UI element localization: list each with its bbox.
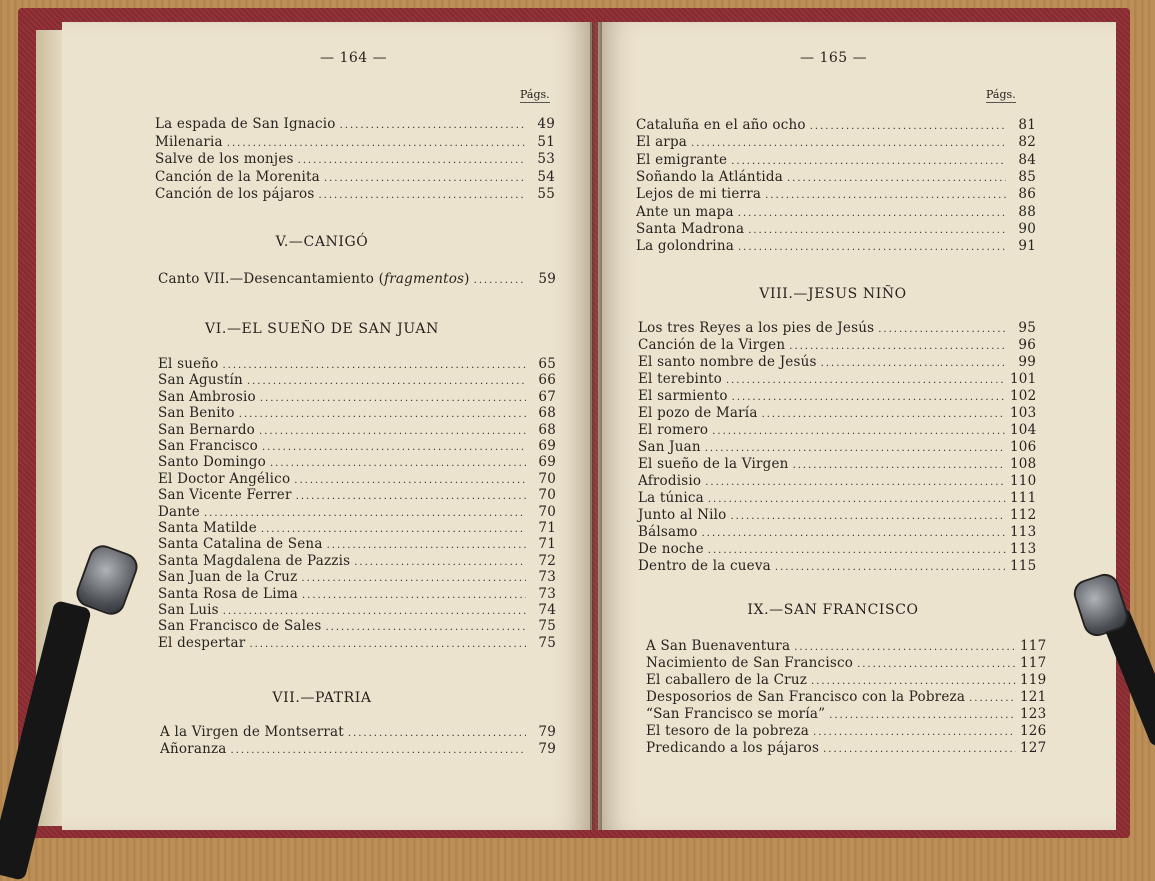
entry-title: Santa Rosa de Lima (158, 585, 298, 602)
toc-entry (636, 152, 1036, 169)
toc-entry (638, 320, 1036, 337)
entry-page: 86 (1018, 186, 1036, 203)
toc-entry (638, 558, 1036, 575)
toc-entry (158, 553, 556, 570)
entry-page: 70 (538, 470, 556, 487)
entry-title: San Benito (158, 405, 235, 422)
right-page-clip (1060, 570, 1155, 750)
toc-entry (636, 238, 1036, 255)
toc-entry (638, 507, 1036, 524)
entry-page: 68 (538, 421, 556, 438)
entry-title: San Bernardo (158, 421, 256, 438)
toc-entry (158, 618, 556, 635)
entry-page: 117 (1020, 655, 1047, 671)
entry-title: Junto al Nilo (638, 507, 727, 523)
toc-entry (638, 388, 1036, 405)
entry-title: El arpa (636, 134, 688, 151)
entry-page: 85 (1018, 168, 1036, 185)
entry-page: 111 (1010, 490, 1037, 506)
toc-entry (638, 524, 1036, 541)
toc-entry (158, 389, 556, 406)
entry-page: 75 (538, 618, 556, 635)
entry-page: 103 (1010, 405, 1037, 421)
entry-page: 54 (537, 168, 555, 185)
entry-title: El sueño (158, 356, 219, 372)
entry-page: 108 (1010, 456, 1037, 472)
entry-page: 101 (1010, 371, 1037, 387)
entry-title: El pozo de María (638, 405, 758, 421)
entry-page: 72 (538, 552, 556, 569)
entry-page: 74 (538, 602, 556, 618)
entry-page: 88 (1018, 203, 1036, 220)
toc-entry (155, 186, 555, 203)
entry-title: San Agustín (158, 372, 243, 389)
entry-page: 70 (538, 503, 556, 520)
entry-page: 127 (1020, 740, 1047, 756)
toc-entry (646, 706, 1046, 723)
entry-page: 81 (1018, 117, 1036, 133)
entry-page: 65 (538, 356, 556, 372)
entry-page: 113 (1010, 541, 1037, 557)
entry-title: El sueño de la Virgen (638, 456, 789, 472)
entry-title: El Doctor Angélico (158, 470, 291, 487)
entry-page: 49 (537, 116, 555, 132)
entry-title: El santo nombre de Jesús (638, 354, 817, 370)
entry-title: Canción de los pájaros (155, 186, 315, 202)
toc-entry (160, 724, 556, 741)
toc-entry (158, 487, 556, 504)
entry-page: 68 (538, 405, 556, 422)
section-heading: V.—CANIGÓ (275, 234, 369, 250)
entry-page: 51 (537, 133, 555, 150)
entry-title: Santa Matilde (158, 520, 257, 536)
entry-title: La túnica (638, 490, 704, 506)
entry-title: La golondrina (636, 238, 734, 255)
toc-entry (158, 438, 556, 455)
entry-title: San Juan (638, 439, 701, 455)
entry-page: 82 (1018, 134, 1036, 151)
entry-page: 99 (1018, 354, 1036, 370)
entry-title: Añoranza (160, 740, 227, 757)
entry-title: A San Buenaventura (646, 638, 791, 654)
toc-entry (158, 586, 556, 603)
entry-page: 53 (537, 151, 555, 167)
toc-entry (155, 116, 555, 133)
toc-entry (158, 405, 556, 422)
toc-entry (638, 337, 1036, 354)
entry-title: A la Virgen de Montserrat (160, 724, 344, 740)
entry-title-italic: fragmentos (384, 271, 465, 287)
entry-title: El tesoro de la pobreza (646, 723, 810, 739)
entry-title: Milenaria (155, 133, 223, 150)
pags-label: Págs. (986, 88, 1016, 101)
entry-title: Nacimiento de San Francisco (646, 655, 854, 671)
entry-page: 119 (1020, 672, 1047, 688)
entry-title: Santa Madrona (636, 220, 745, 237)
entry-title: Dentro de la cueva (638, 558, 771, 574)
entry-title: Santa Magdalena de Pazzis (158, 552, 351, 569)
entry-page: 115 (1010, 558, 1037, 574)
entry-page: 121 (1020, 689, 1047, 705)
entry-title: “San Francisco se moría” (646, 706, 826, 722)
entry-title: San Francisco de Sales (158, 618, 322, 635)
toc-entry (636, 221, 1036, 238)
entry-title: San Ambrosio (158, 388, 256, 405)
entry-page: 73 (538, 585, 556, 602)
page-number: — 165 — (800, 50, 868, 66)
entry-title: Cataluña en el año ocho (636, 117, 806, 133)
entry-page: 79 (538, 724, 556, 740)
entry-page: 79 (538, 740, 556, 757)
toc-entry (155, 134, 555, 151)
entry-page: 117 (1020, 638, 1047, 654)
entry-title: San Luis (158, 602, 219, 618)
toc-entry (158, 602, 556, 619)
toc-entry (638, 541, 1036, 558)
entry-title: Los tres Reyes a los pies de Jesús (638, 320, 875, 336)
entry-title: Canción de la Morenita (155, 168, 320, 185)
entry-page: 67 (538, 388, 556, 405)
toc-entry (636, 169, 1036, 186)
toc-entry (646, 689, 1046, 706)
pags-label: Págs. (520, 88, 550, 101)
entry-title: El romero (638, 422, 709, 438)
right-page (598, 22, 1116, 830)
toc-entry (158, 372, 556, 389)
entry-title: El despertar (158, 634, 246, 651)
toc-entry (638, 422, 1036, 439)
entry-title: Salve de los monjes (155, 151, 294, 167)
section-heading: IX.—SAN FRANCISCO (747, 602, 919, 618)
entry-page: 55 (537, 186, 555, 202)
toc-entry: Canto VII.—Desencantamiento (fragmentos) ..... 59 (158, 271, 556, 288)
entry-page: 66 (538, 372, 556, 389)
toc-entry (638, 439, 1036, 456)
entry-title: Canto VII.—Desencantamiento (158, 271, 375, 287)
entry-page: 69 (538, 454, 556, 471)
entry-page: 110 (1010, 473, 1037, 489)
entry-title: Desposorios de San Francisco con la Pobreza (646, 689, 966, 705)
toc-entry (158, 536, 556, 553)
entry-title: Soñando la Atlántida (636, 168, 783, 185)
entry-page: 106 (1010, 439, 1037, 455)
toc-entry (158, 520, 556, 537)
entry-page: 96 (1018, 337, 1036, 353)
book-gutter (590, 22, 602, 830)
toc-entry (638, 371, 1036, 388)
toc-entry (155, 169, 555, 186)
entry-title: Ante un mapa (636, 203, 734, 220)
entry-page: 75 (538, 634, 556, 651)
toc-entry (636, 117, 1036, 134)
toc-entry (638, 490, 1036, 507)
entry-page: 69 (538, 438, 556, 454)
toc-entry (638, 354, 1036, 371)
entry-title: De noche (638, 541, 704, 557)
toc-entry (636, 186, 1036, 203)
toc-entry (158, 422, 556, 439)
entry-page: 73 (538, 569, 556, 586)
entry-page: 71 (538, 520, 556, 536)
toc-entry (155, 151, 555, 168)
entry-title: Dante (158, 503, 200, 520)
toc-entry (638, 405, 1036, 422)
entry-title: El emigrante (636, 151, 728, 168)
entry-page: 91 (1018, 238, 1036, 255)
entry-page: 126 (1020, 723, 1047, 739)
toc-entry (646, 672, 1046, 689)
entry-page: 71 (538, 536, 556, 553)
toc-entry (646, 740, 1046, 757)
entry-title: Santo Domingo (158, 454, 266, 471)
entry-page: 95 (1018, 320, 1036, 336)
entry-title: Santa Catalina de Sena (158, 536, 323, 553)
section-heading: VIII.—JESUS NIÑO (759, 286, 907, 302)
entry-title: El sarmiento (638, 388, 728, 404)
toc-entry (158, 471, 556, 488)
toc-entry (158, 504, 556, 521)
entry-page: 123 (1020, 706, 1047, 722)
entry-title: Predicando a los pájaros (646, 740, 820, 756)
entry-title: Afrodisio (638, 473, 702, 489)
entry-page: 113 (1010, 524, 1037, 540)
toc-entry (646, 723, 1046, 740)
entry-page: 84 (1018, 151, 1036, 168)
entry-title: San Vicente Ferrer (158, 487, 292, 504)
section-heading: VI.—EL SUEÑO DE SAN JUAN (205, 321, 439, 337)
left-page-clip (0, 540, 160, 856)
toc-entry (638, 473, 1036, 490)
entry-page: 102 (1010, 388, 1037, 404)
entry-page: 104 (1010, 422, 1037, 438)
entry-page: 59 (538, 271, 556, 287)
toc-entry (638, 456, 1036, 473)
entry-title: San Juan de la Cruz (158, 569, 298, 586)
toc-entry (158, 454, 556, 471)
entry-title: San Francisco (158, 438, 258, 454)
entry-title: El caballero de la Cruz (646, 672, 808, 688)
toc-entry (636, 204, 1036, 221)
entry-page: 112 (1010, 507, 1037, 523)
entry-title: Canción de la Virgen (638, 337, 786, 353)
toc-entry (636, 134, 1036, 151)
toc-entry (158, 635, 556, 652)
toc-entry (158, 569, 556, 586)
toc-entry (158, 356, 556, 373)
page-number: — 164 — (320, 50, 388, 66)
entry-title: Bálsamo (638, 524, 698, 540)
toc-entry (160, 741, 556, 758)
entry-title: Lejos de mi tierra (636, 186, 762, 203)
toc-entry (646, 638, 1046, 655)
entry-page: 90 (1018, 220, 1036, 237)
section-heading: VII.—PATRIA (272, 690, 372, 706)
entry-page: 70 (538, 487, 556, 504)
entry-title: La espada de San Ignacio (155, 116, 336, 132)
entry-title: El terebinto (638, 371, 722, 387)
toc-entry (646, 655, 1046, 672)
